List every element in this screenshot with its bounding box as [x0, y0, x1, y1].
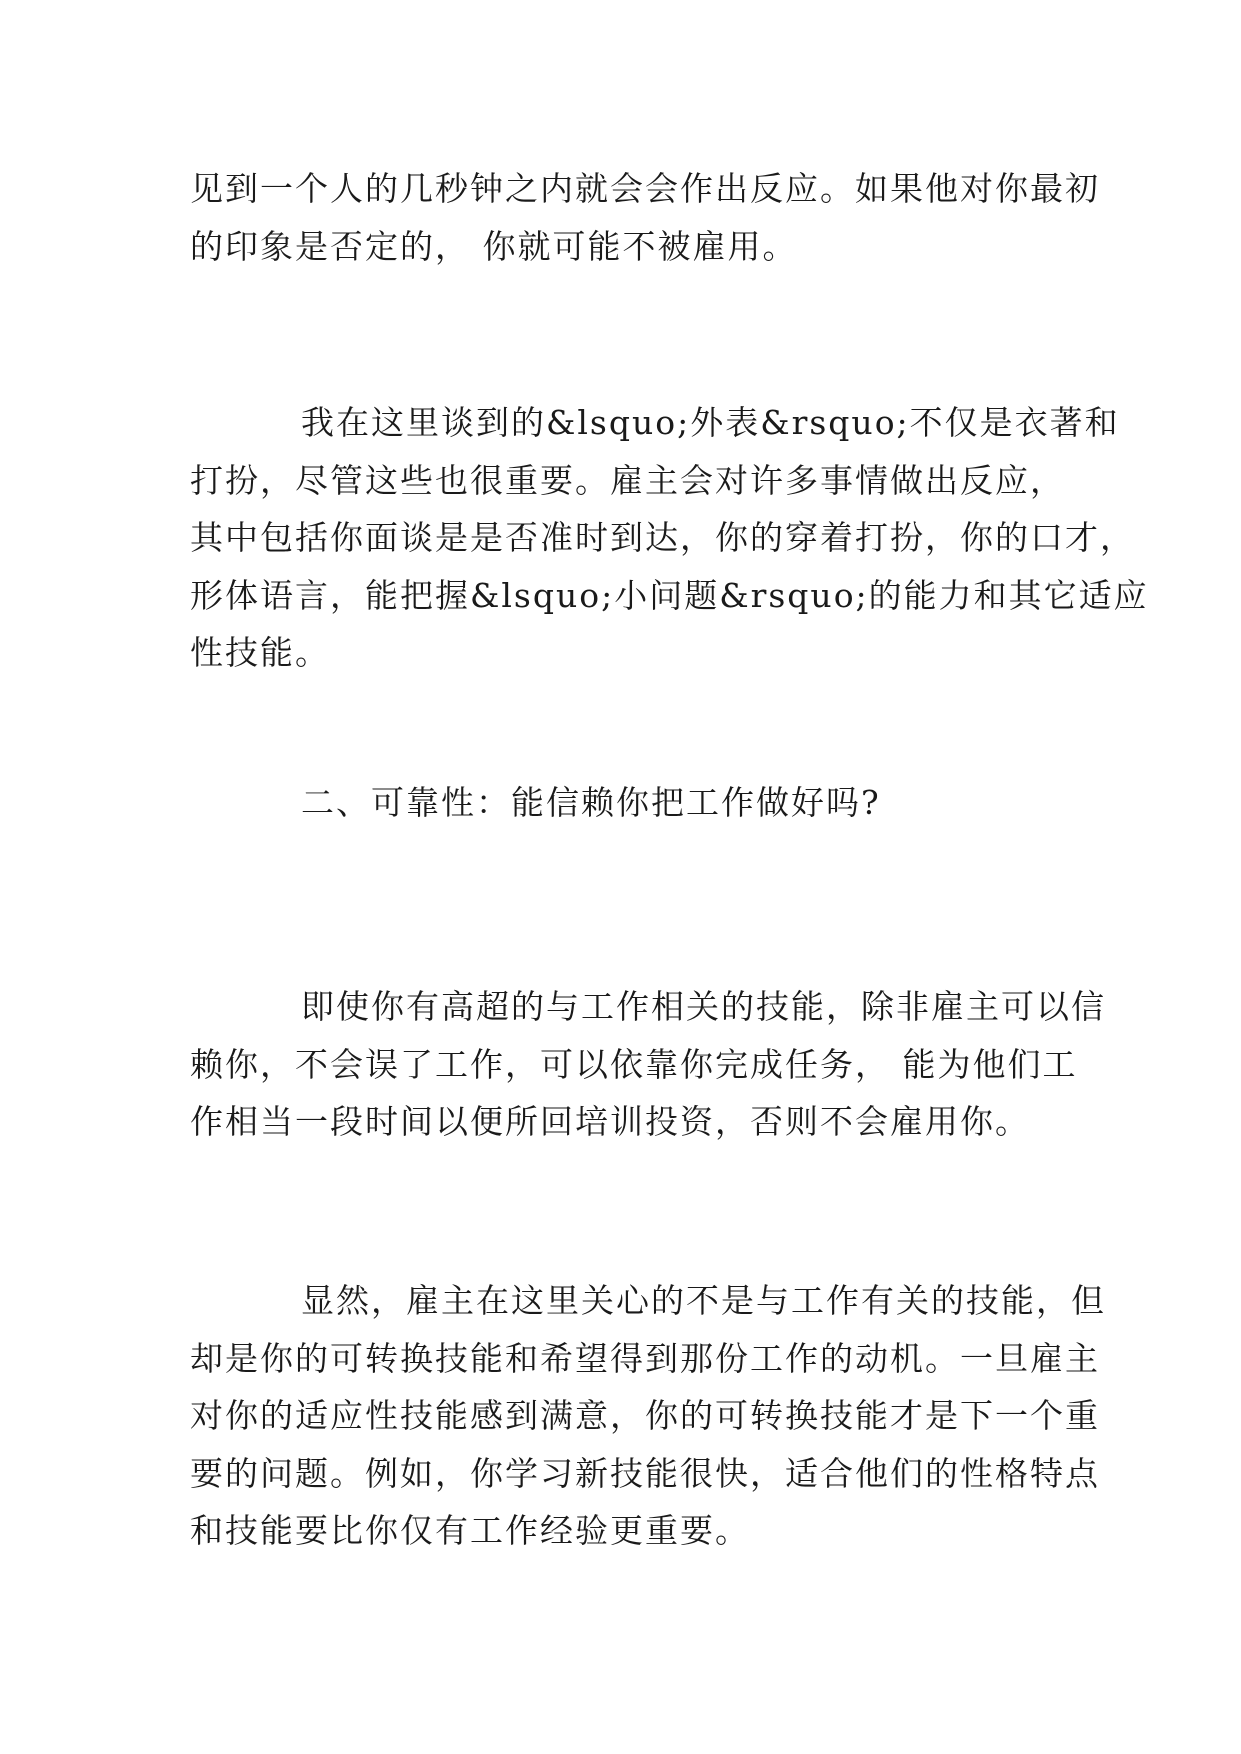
- paragraph-first-impression: [190, 160, 1100, 275]
- text-line: 见到一个人的几秒钟之内就会会作出反应。如果他对你最初: [190, 169, 1100, 208]
- text-line: 和技能要比你仅有工作经验更重要。: [190, 1511, 750, 1550]
- text-line: 显然，雇主在这里关心的不是与工作有关的技能，但: [301, 1281, 1106, 1320]
- text-line: 赖你，不会误了工作，可以依靠你完成任务， 能为他们工: [190, 1044, 1078, 1084]
- heading-text: 二、可靠性：能信赖你把工作做好吗?: [301, 783, 881, 822]
- text-line: 打扮，尽管这些也很重要。雇主会对许多事情做出反应，: [190, 460, 1065, 500]
- section-heading-reliability: [190, 774, 1060, 832]
- text-line: 作相当一段时间以便所回培训投资，否则不会雇用你。: [190, 1102, 1030, 1141]
- text-line: 性技能。: [190, 633, 330, 672]
- text-line: 我在这里谈到的&lsquo;外表&rsquo;不仅是衣著和: [301, 403, 1120, 442]
- text-line: 形体语言，能把握&lsquo;小问题&rsquo;的能力和其它适应: [190, 575, 1149, 615]
- text-line: 即使你有高超的与工作相关的技能，除非雇主可以信: [301, 987, 1106, 1026]
- text-line: 要的问题。例如，你学习新技能很快，适合他们的性格特点: [190, 1453, 1100, 1493]
- text-line: 其中包括你面谈是是否准时到达，你的穿着打扮，你的口才，: [190, 518, 1135, 557]
- text-line: 对你的适应性技能感到满意，你的可转换技能才是下一个重: [190, 1396, 1100, 1435]
- paragraph-trust: [190, 978, 1106, 1151]
- paragraph-transferable-skills: [190, 1272, 1106, 1560]
- text-line: 却是你的可转换技能和希望得到那份工作的动机。一旦雇主: [190, 1338, 1100, 1378]
- text-line: 的印象是否定的， 你就可能不被雇用。: [190, 226, 798, 266]
- paragraph-appearance: [190, 394, 1149, 682]
